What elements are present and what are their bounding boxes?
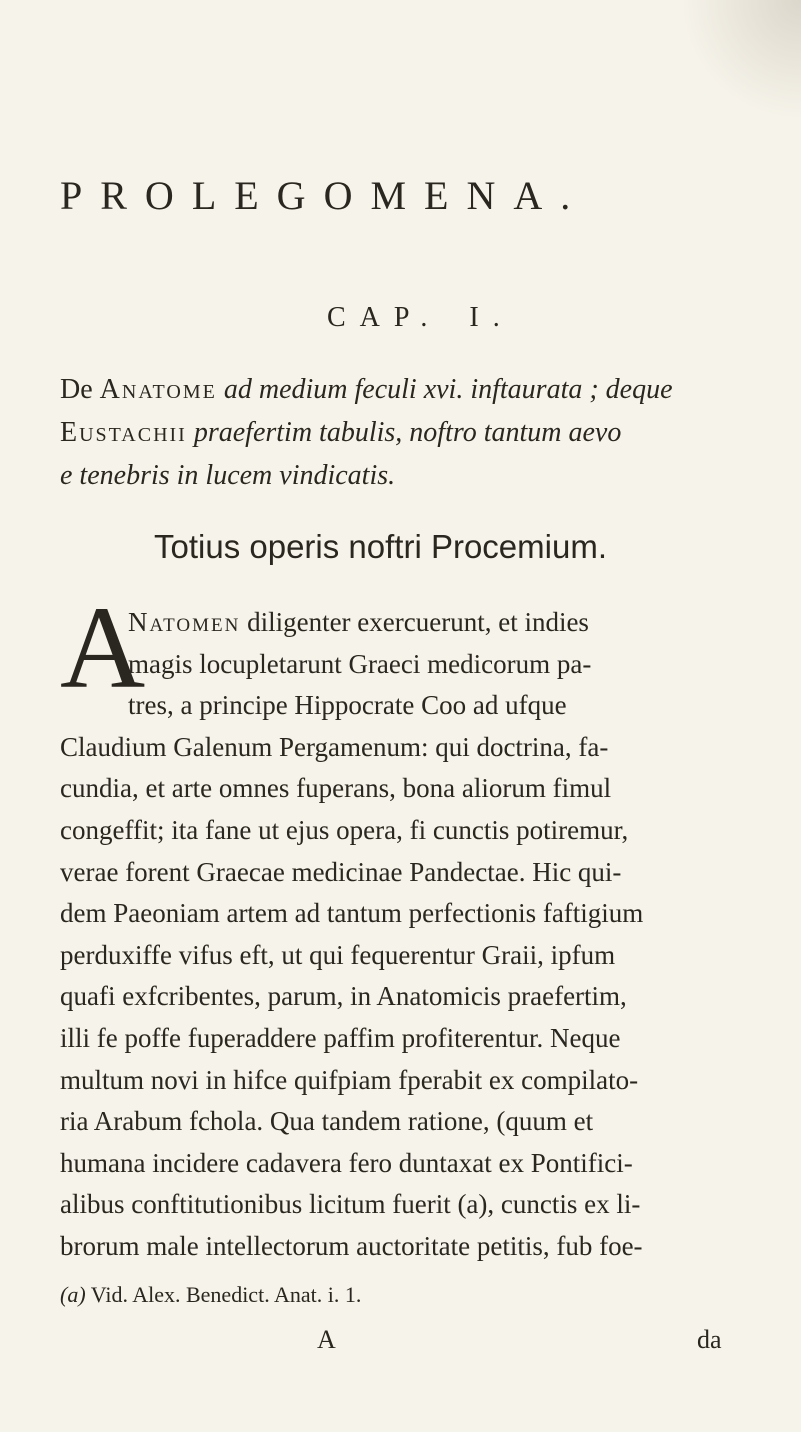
body-paragraph <box>60 602 770 1268</box>
section-title: Totius operis noftri Procemium. <box>154 528 607 565</box>
body-line: Claudium Galenum Pergamenum: qui doctrina, fa- <box>60 731 609 762</box>
chapter-label: CAP. <box>327 302 442 333</box>
footnote-text: Vid. Alex. Benedict. Anat. i. 1. <box>90 1282 362 1307</box>
body-line: cundia, et arte omnes fuperans, bona aliorum fimul <box>60 773 612 804</box>
catchword: da <box>697 1325 722 1354</box>
body-line: ria Arabum fchola. Qua tandem ratione, (quum et <box>60 1106 594 1137</box>
body-line: alibus conftitutionibus licitum fuerit (a), cunctis ex li- <box>60 1189 641 1220</box>
page-title: PROLEGOMENA. <box>60 173 589 218</box>
footnote <box>60 1282 361 1308</box>
body-line: perduxiffe vifus eft, ut qui fequerentur Graii, ipfum <box>60 939 616 970</box>
signature-mark: A <box>317 1325 336 1354</box>
first-word: Natomen <box>128 607 241 637</box>
chapter-number: I. <box>469 302 514 333</box>
body-line: humana incidere cadavera fero duntaxat ex Pontifici- <box>60 1147 633 1178</box>
body-line: verae forent Graecae medicinae Pandectae. Hic qui- <box>60 856 622 887</box>
body-line: brorum male intellectorum auctoritate petitis, fub foe- <box>60 1230 643 1261</box>
chapter-heading <box>327 302 514 334</box>
body-line: quafi exfcribentes, parum, in Anatomicis praefertim, <box>60 981 627 1012</box>
body-line: Natomen diligenter exercuerunt, et indies <box>128 607 589 637</box>
footnote-mark: (a) <box>60 1282 86 1307</box>
summary-line-2: Eustachii praefertim tabulis, noftro tantum aevo <box>60 417 622 448</box>
body-line: magis locupletarunt Graeci medicorum pa- <box>128 648 592 679</box>
summary-line-1: De Anatome ad medium feculi xvi. inftaurata ; deque <box>60 374 673 405</box>
body-line: dem Paeoniam artem ad tantum perfectionis faftigium <box>60 898 644 929</box>
drop-cap: A <box>60 582 146 713</box>
body-line: tres, a principe Hippocrate Coo ad ufque <box>128 690 567 721</box>
page-stain <box>681 0 801 120</box>
body-line: congeffit; ita fane ut ejus opera, fi cunctis potiremur, <box>60 814 629 845</box>
chapter-summary <box>60 368 760 497</box>
body-line: illi fe poffe fuperaddere paffim profiterentur. Neque <box>60 1022 621 1053</box>
body-line: multum novi in hifce quifpiam fperabit ex compilato- <box>60 1064 639 1095</box>
summary-line-3: e tenebris in lucem vindicatis. <box>60 460 396 491</box>
